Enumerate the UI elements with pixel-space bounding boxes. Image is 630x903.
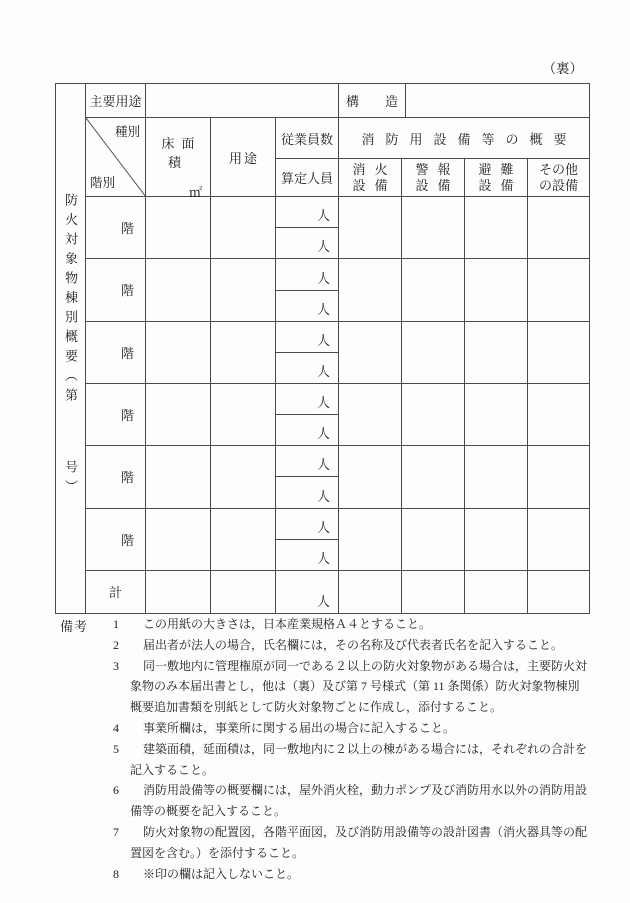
floor-area-cell[interactable] [146,446,211,507]
evacuation-equipment-cell[interactable] [465,384,528,445]
alarm-equipment-cell[interactable] [402,384,465,445]
person-count-bottom[interactable]: 人 [316,364,330,379]
structure-input-cell[interactable] [406,84,589,117]
equipment-header-cell [339,118,589,196]
evacuation-equipment-cell[interactable] [465,259,528,320]
side-label-bottom: 号） [63,460,78,499]
alarm-equipment-cell[interactable] [402,446,465,507]
structure-label: 構 造 [339,84,406,117]
equipment-subheaders [339,159,589,196]
floor-row [86,259,589,321]
person-count-bottom[interactable]: 人 [316,550,330,566]
floor-area-cell[interactable] [146,509,211,570]
person-count-top[interactable]: 人 [276,322,338,353]
person-count-bottom[interactable]: 人 [316,488,330,504]
note-item [113,614,630,635]
floor-cell-label: 階 [86,509,146,570]
use-cell[interactable] [211,197,276,258]
other-equipment-line2: の設備 [538,177,578,193]
employees-header-cell [276,118,339,196]
floor-header-label: 階別 [90,176,116,190]
fire-equipment-line2: 設備 [352,177,397,193]
other-equipment-header [528,159,589,196]
employees-header: 従業員数 [276,118,338,159]
note-number: 3 [113,658,119,673]
fire-equipment-cell[interactable] [339,197,402,258]
table-main [86,84,589,613]
other-equipment-cell[interactable] [528,384,589,445]
note-line: 事業所欄は，事業所に関する届出の場合に記入すること。 [143,720,456,735]
form-table [55,83,590,614]
use-cell[interactable] [211,509,276,570]
floor-cell-label: 階 [86,384,146,445]
alarm-equipment-cell[interactable] [402,197,465,258]
person-count-bottom[interactable]: 人 [316,426,330,442]
use-cell[interactable] [211,384,276,445]
total-label: 計 [86,571,146,613]
other-equipment-line1: その他 [538,162,578,177]
total-other-equipment-cell[interactable] [528,571,589,613]
note-line: 備等の概要を記入すること。 [130,804,287,819]
floor-row [86,197,589,259]
table-header [86,118,589,200]
evacuation-equipment-line1: 避難 [478,162,523,177]
floor-row [86,384,589,446]
note-line: 同一敷地内に管理権原が同一である２以上の防火対象物がある場合は，主要防火対 [143,658,588,673]
floor-area-cell[interactable] [146,259,211,320]
note-line: 置図を含む。）を添付すること。 [130,845,305,860]
note-line: 象物のみ本届出書とし，他は（裏）及び第 7 号様式（第 11 条関係）防火対象物棟別 [130,679,580,694]
note-item [113,739,630,760]
note-item [113,864,630,885]
person-count-cell [276,322,339,383]
note-line: 防火対象物の配置図，各階平面図，及び消防用設備等の設計図書（消火器具等の配 [143,824,588,839]
floor-row [86,509,589,571]
total-alarm-equipment-cell[interactable] [402,571,465,613]
main-use-structure-row [86,84,589,118]
note-line: この用紙の大きさは，日本産業規格Ａ４とすること。 [143,617,432,631]
use-cell[interactable] [211,446,276,507]
total-use-cell[interactable] [211,571,276,613]
floor-cell-label: 階 [86,259,146,320]
other-equipment-cell[interactable] [528,446,589,507]
evacuation-equipment-line2: 設備 [478,177,523,193]
fire-equipment-cell[interactable] [339,509,402,570]
notes-section [0,611,630,884]
alarm-equipment-cell[interactable] [402,322,465,383]
total-row [86,571,589,613]
person-count-top[interactable]: 人 [276,197,338,228]
floor-area-header: 床面積 [161,136,202,170]
other-equipment-cell[interactable] [528,259,589,320]
person-count-bottom[interactable]: 人 [316,239,330,255]
use-cell[interactable] [211,322,276,383]
evacuation-equipment-header [465,159,528,196]
floor-area-cell[interactable] [146,384,211,445]
note-item [113,822,630,843]
note-line: 概要追加書類を別紙として防火対象物ごとに作成し，添付すること。 [130,700,503,715]
note-item [113,635,630,656]
floor-row [86,322,589,384]
total-fire-equipment-cell[interactable] [339,571,402,613]
fire-equipment-header [339,159,402,196]
person-count-cell [276,259,339,320]
evacuation-equipment-cell[interactable] [465,322,528,383]
note-line: 届出者が法人の場合，氏名欄には，その名称及び代表者氏名を記入すること。 [143,637,564,652]
note-line: 記入すること。 [130,762,215,777]
floor-area-cell[interactable] [146,322,211,383]
alarm-equipment-cell[interactable] [402,509,465,570]
alarm-equipment-line2: 設備 [415,177,460,193]
total-evacuation-equipment-cell[interactable] [465,571,528,613]
person-count-cell [276,509,339,570]
floor-area-cell[interactable] [146,197,211,258]
note-line: 消防用設備等の概要欄には，屋外消火栓，動力ポンプ及び消防用水以外の消防用設 [143,783,588,798]
fire-equipment-line1: 消火 [352,162,397,177]
note-item [113,718,630,739]
person-count-cell [276,197,339,258]
total-person-cell[interactable]: 人 [276,571,339,613]
notes-label: 備考 [60,619,89,634]
back-side-label: （裏） [542,61,583,76]
use-header: 用途 [211,118,276,196]
person-count-top[interactable]: 人 [276,259,338,290]
person-count-cell [276,446,339,507]
use-cell[interactable] [211,259,276,320]
alarm-equipment-header [402,159,465,196]
person-count-top[interactable]: 人 [276,446,338,477]
person-count-top[interactable]: 人 [276,509,338,540]
main-use-label: 主要用途 [86,84,146,117]
fire-equipment-cell[interactable] [339,259,402,320]
person-count-cell [276,384,339,445]
note-number: 6 [113,783,119,798]
note-number: 5 [113,741,119,756]
note-number: 2 [113,637,119,652]
other-equipment-cell[interactable] [528,509,589,570]
header-diagonal-cell [86,118,146,196]
evacuation-equipment-cell[interactable] [465,197,528,258]
floor-row [86,446,589,508]
evacuation-equipment-cell[interactable] [465,509,528,570]
other-equipment-cell[interactable] [528,197,589,258]
alarm-equipment-line1: 警報 [415,162,460,177]
floor-area-unit: ㎡ [188,185,202,200]
note-number: 4 [113,720,119,735]
alarm-equipment-cell[interactable] [402,259,465,320]
floor-cell-label: 階 [86,322,146,383]
fire-equipment-cell[interactable] [339,322,402,383]
note-line: 建築面積，延面積は，同一敷地内に２以上の棟がある場合には，それぞれの合計を [143,741,588,756]
note-number: 8 [113,866,119,881]
note-item [113,780,630,801]
side-label-top: 防火対象物棟別概要（第 [63,193,78,408]
side-column [56,84,86,613]
other-equipment-cell[interactable] [528,322,589,383]
calculated-persons-header: 算定人員 [280,171,333,186]
equipment-title: 消防用設備等の概要 [339,118,589,159]
evacuation-equipment-cell[interactable] [465,446,528,507]
person-count-bottom[interactable]: 人 [316,301,330,317]
note-line: ※印の欄は記入しないこと。 [143,866,300,881]
total-floor-area-cell[interactable] [146,571,211,613]
fire-equipment-cell[interactable] [339,446,402,507]
person-count-top[interactable]: 人 [276,384,338,415]
fire-equipment-cell[interactable] [339,384,402,445]
floor-cell-label: 階 [86,446,146,507]
type-header-label: 種別 [114,125,140,139]
floor-area-header-cell [146,118,211,200]
main-use-input-cell[interactable] [146,84,339,117]
floor-cell-label: 階 [86,197,146,258]
note-number: 7 [113,824,119,839]
note-number: 1 [113,617,119,631]
note-item [113,656,630,677]
notes-list [113,611,630,884]
